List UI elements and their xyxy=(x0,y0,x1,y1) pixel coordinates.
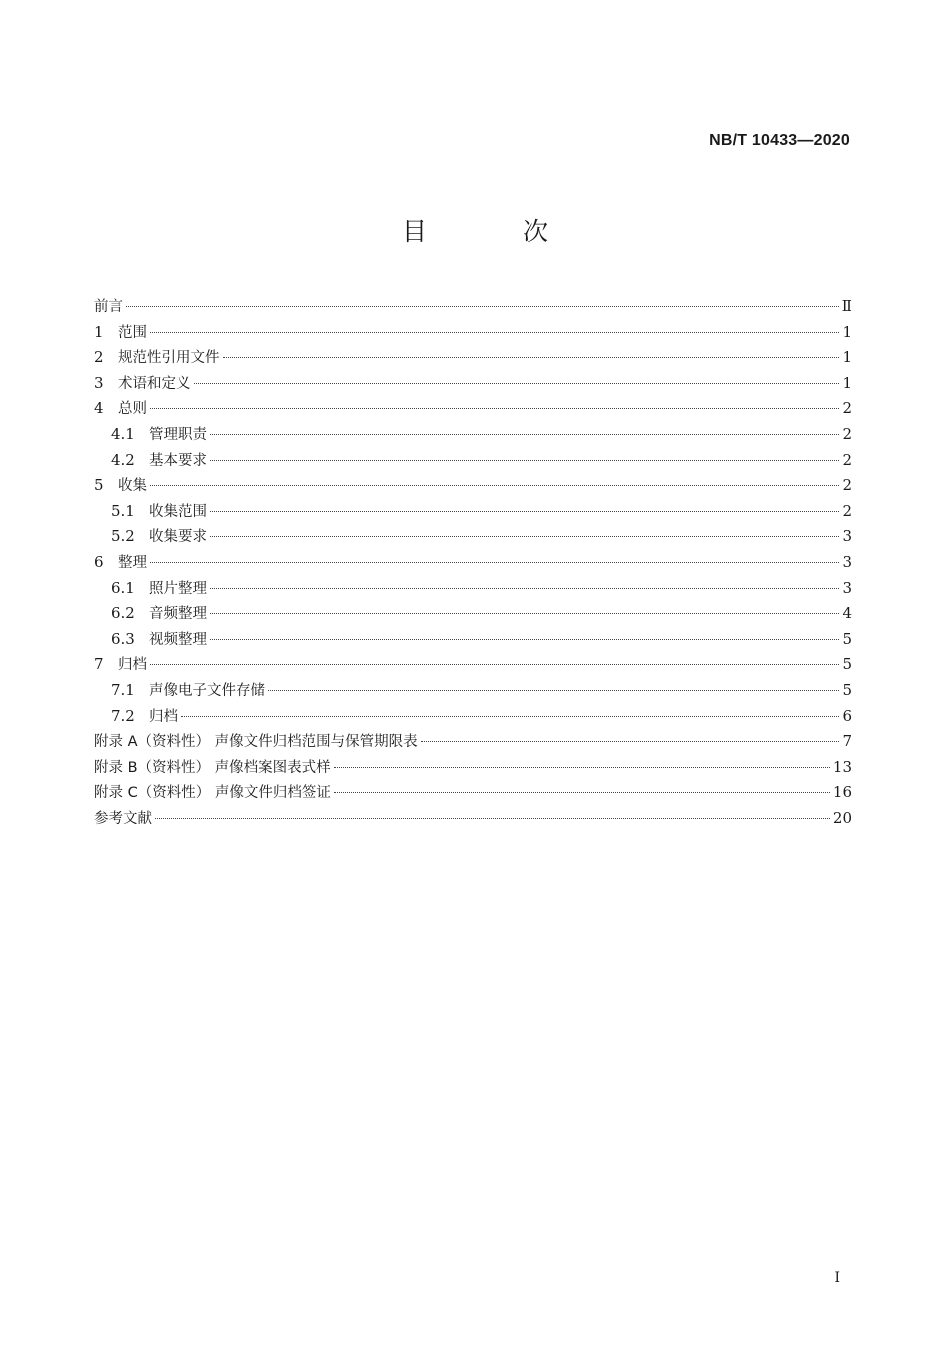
toc-leader-dots xyxy=(210,639,839,640)
toc-entry-number: 2 xyxy=(94,348,104,367)
toc-leader-dots xyxy=(334,767,830,768)
toc-entry-number: 6 xyxy=(94,552,104,571)
toc-entry[interactable] xyxy=(94,780,852,806)
toc-entry-label: 收集 xyxy=(118,478,147,495)
toc-entry-number: 3 xyxy=(94,373,104,392)
toc-entry-label: 附录 B（资料性） 声像档案图表式样 xyxy=(94,759,331,776)
toc-entry-page: 4 xyxy=(842,604,852,623)
toc-entry-label: 收集范围 xyxy=(149,503,207,520)
toc-entry-page: 1 xyxy=(842,322,852,341)
toc-entry-page: 1 xyxy=(842,373,852,392)
toc-entry-number: 5.1 xyxy=(111,501,135,520)
toc-entry[interactable] xyxy=(94,422,852,448)
toc-leader-dots xyxy=(194,383,840,384)
toc-leader-dots xyxy=(223,357,840,358)
toc-entry[interactable] xyxy=(94,652,852,678)
toc-entry-label: 基本要求 xyxy=(149,452,207,469)
table-of-contents xyxy=(94,294,852,831)
toc-leader-dots xyxy=(334,792,830,793)
toc-entry-number: 7.1 xyxy=(111,680,135,699)
toc-entry[interactable] xyxy=(94,627,852,653)
toc-entry-page: 5 xyxy=(842,680,852,699)
toc-leader-dots xyxy=(210,460,839,461)
toc-entry[interactable] xyxy=(94,320,852,346)
toc-entry[interactable] xyxy=(94,601,852,627)
toc-leader-dots xyxy=(210,511,839,512)
toc-entry[interactable] xyxy=(94,473,852,499)
standard-number: NB/T 10433—2020 xyxy=(709,132,850,149)
toc-entry-label: 视频整理 xyxy=(149,631,207,648)
toc-entry-label: 归档 xyxy=(118,657,147,674)
toc-entry-label: 前言 xyxy=(94,299,123,315)
toc-entry-label: 附录 C（资料性） 声像文件归档签证 xyxy=(94,785,331,802)
toc-leader-dots xyxy=(126,306,839,307)
toc-entry-page: 3 xyxy=(842,552,852,571)
toc-entry-number: 5 xyxy=(94,476,104,495)
toc-entry-number: 1 xyxy=(94,322,104,341)
toc-entry-page: 5 xyxy=(842,629,852,648)
toc-entry[interactable] xyxy=(94,576,852,602)
toc-entry[interactable] xyxy=(94,755,852,781)
toc-leader-dots xyxy=(210,613,839,614)
toc-entry[interactable] xyxy=(94,448,852,474)
toc-entry[interactable] xyxy=(94,524,852,550)
toc-entry-number: 7 xyxy=(94,655,104,674)
toc-entry[interactable] xyxy=(94,550,852,576)
toc-entry-label: 归档 xyxy=(149,708,178,725)
toc-entry[interactable] xyxy=(94,704,852,730)
page-number: I xyxy=(834,1270,840,1286)
toc-entry-label: 整理 xyxy=(118,554,147,571)
toc-entry[interactable] xyxy=(94,678,852,704)
toc-entry-page: 2 xyxy=(842,399,852,418)
toc-entry-page: 3 xyxy=(842,527,852,546)
toc-entry-page: 2 xyxy=(842,476,852,495)
toc-entry-label: 总则 xyxy=(118,401,147,418)
toc-entry-number: 6.2 xyxy=(111,604,135,623)
toc-entry-page: 6 xyxy=(842,706,852,725)
toc-entry-label: 范围 xyxy=(118,324,147,341)
toc-entry[interactable] xyxy=(94,499,852,525)
toc-entry-number: 5.2 xyxy=(111,527,135,546)
toc-leader-dots xyxy=(210,434,839,435)
toc-entry-page: 2 xyxy=(842,424,852,443)
toc-entry-label: 声像电子文件存储 xyxy=(149,682,265,699)
toc-leader-dots xyxy=(150,332,839,333)
toc-leader-dots xyxy=(268,690,839,691)
toc-leader-dots xyxy=(155,818,830,819)
toc-entry-label: 照片整理 xyxy=(149,580,207,597)
toc-leader-dots xyxy=(181,716,839,717)
toc-leader-dots xyxy=(150,408,839,409)
toc-leader-dots xyxy=(150,485,839,486)
toc-entry-page: 2 xyxy=(842,501,852,520)
toc-leader-dots xyxy=(150,562,839,563)
toc-entry-number: 4.1 xyxy=(111,424,135,443)
toc-entry-number: 4 xyxy=(94,399,104,418)
toc-entry-page: 13 xyxy=(832,757,852,776)
toc-entry-page: 5 xyxy=(842,655,852,674)
toc-leader-dots xyxy=(421,741,839,742)
toc-entry[interactable] xyxy=(94,371,852,397)
toc-entry-page: 7 xyxy=(842,732,852,751)
toc-entry[interactable] xyxy=(94,345,852,371)
toc-entry-label: 管理职责 xyxy=(149,426,207,443)
toc-entry-label: 规范性引用文件 xyxy=(118,350,220,367)
toc-leader-dots xyxy=(210,536,839,537)
toc-entry-label: 附录 A（资料性） 声像文件归档范围与保管期限表 xyxy=(94,734,418,751)
toc-entry-number: 7.2 xyxy=(111,706,135,725)
toc-entry-number: 6.1 xyxy=(111,578,135,597)
toc-entry-label: 参考文献 xyxy=(94,810,152,827)
toc-entry[interactable] xyxy=(94,729,852,755)
toc-entry-page: 3 xyxy=(842,578,852,597)
toc-entry[interactable] xyxy=(94,806,852,832)
toc-entry-page: Ⅱ xyxy=(841,297,852,315)
toc-entry-page: 16 xyxy=(832,783,852,802)
toc-entry-page: 1 xyxy=(842,348,852,367)
toc-leader-dots xyxy=(150,664,839,665)
toc-entry-page: 20 xyxy=(832,808,852,827)
toc-entry-number: 4.2 xyxy=(111,450,135,469)
toc-entry[interactable] xyxy=(94,294,852,320)
page-title: 目 次 xyxy=(402,217,592,246)
toc-leader-dots xyxy=(210,588,839,589)
toc-entry-label: 音频整理 xyxy=(149,606,207,623)
toc-entry-label: 收集要求 xyxy=(149,529,207,546)
toc-entry-label: 术语和定义 xyxy=(118,375,191,392)
toc-entry-page: 2 xyxy=(842,450,852,469)
toc-entry-number: 6.3 xyxy=(111,629,135,648)
toc-entry[interactable] xyxy=(94,396,852,422)
